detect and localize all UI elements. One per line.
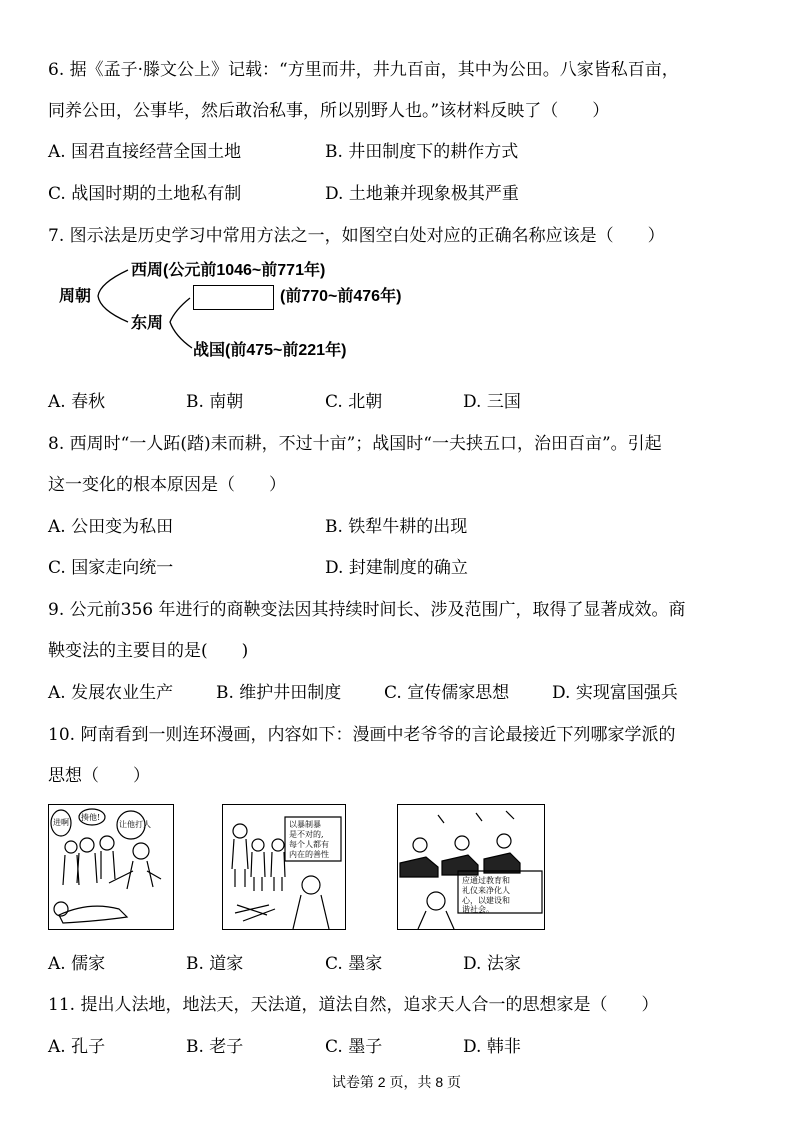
panel3-bubble-line1: 应通过教育和: [462, 876, 510, 885]
diagram-warring-states: 战国(前475~前221年): [193, 342, 347, 359]
q7-option-b[interactable]: B. 南朝: [186, 392, 244, 412]
q9-stem-line2: 鞅变法的主要目的是( ): [48, 641, 249, 661]
zhou-bracket: [98, 270, 128, 322]
q6-stem-line2: 同养公田，公事毕，然后敢治私事，所以别野人也。”该材料反映了（ ）: [48, 101, 610, 121]
panel1-bubble-rang: 让他打人: [119, 820, 151, 829]
diagram-blank-period: (前770~前476年): [280, 288, 402, 305]
q8-option-a[interactable]: A. 公田变为私田: [48, 517, 174, 537]
comic-panel-3: [397, 804, 545, 930]
panel2-drawing: [223, 805, 346, 930]
q7-option-c[interactable]: C. 北朝: [325, 392, 383, 412]
panel2-bubble-line2: 是不对的,: [289, 830, 324, 839]
q10-stem-line2: 思想（ ）: [48, 766, 150, 786]
q11-option-c[interactable]: C. 墨子: [325, 1037, 383, 1057]
q10-option-b[interactable]: B. 道家: [186, 954, 244, 974]
q7-option-d[interactable]: D. 三国: [463, 392, 521, 412]
panel3-bubble-line4: 谐社会。: [462, 905, 494, 914]
diagram-brackets: [0, 0, 793, 380]
panel1-bubble-jin: 进啊: [53, 818, 69, 827]
q9-option-a[interactable]: A. 发展农业生产: [48, 683, 174, 703]
diagram-blank-box[interactable]: [193, 285, 274, 310]
comic-panel-2: [222, 804, 346, 930]
q9-stem-line1: 9. 公元前356 年进行的商鞅变法因其持续时间长、涉及范围广，取得了显著成效。商: [48, 600, 686, 620]
q10-option-c[interactable]: C. 墨家: [325, 954, 383, 974]
dongzhou-bracket: [170, 298, 192, 348]
q11-option-d[interactable]: D. 韩非: [463, 1037, 521, 1057]
panel2-bubble-line3: 每个人都有: [289, 840, 329, 849]
q6-option-d[interactable]: D. 土地兼并现象极其严重: [325, 184, 519, 204]
q8-option-d[interactable]: D. 封建制度的确立: [325, 558, 468, 578]
q6-stem-line1: 6. 据《孟子·滕文公上》记载：“方里而井，井九百亩，其中为公田。八家皆私百亩，: [48, 60, 679, 80]
q10-option-d[interactable]: D. 法家: [463, 954, 521, 974]
q8-option-b[interactable]: B. 铁犁牛耕的出现: [325, 517, 468, 537]
q8-stem-line2: 这一变化的根本原因是（ ）: [48, 475, 286, 495]
q6-option-b[interactable]: B. 井田制度下的耕作方式: [325, 142, 519, 162]
diagram-east-zhou: 东周: [131, 315, 164, 332]
q10-option-a[interactable]: A. 儒家: [48, 954, 106, 974]
panel2-bubble-line1: 以暴制暴: [289, 820, 321, 829]
q11-stem-line1: 11. 提出人法地，地法天，天法道，道法自然，追求天人合一的思想家是（ ）: [48, 995, 659, 1015]
q9-option-d[interactable]: D. 实现富国强兵: [552, 683, 678, 703]
comic-panel-1: [48, 804, 174, 930]
q6-option-a[interactable]: A. 国君直接经营全国土地: [48, 142, 242, 162]
q6-option-c[interactable]: C. 战国时期的土地私有制: [48, 184, 242, 204]
q11-option-b[interactable]: B. 老子: [186, 1037, 244, 1057]
q7-option-a[interactable]: A. 春秋: [48, 392, 106, 412]
q9-option-b[interactable]: B. 维护井田制度: [216, 683, 342, 703]
panel1-drawing: [49, 805, 174, 930]
q8-option-c[interactable]: C. 国家走向统一: [48, 558, 174, 578]
q11-option-a[interactable]: A. 孔子: [48, 1037, 106, 1057]
q10-stem-line1: 10. 阿南看到一则连环漫画，内容如下：漫画中老爷爷的言论最接近下列哪家学派的: [48, 725, 676, 745]
q8-stem-line1: 8. 西周时“一人跖(踏)耒而耕，不过十亩”；战国时“一夫挟五口，治田百亩”。引起: [48, 434, 662, 454]
q9-option-c[interactable]: C. 宣传儒家思想: [384, 683, 510, 703]
q7-stem-line1: 7. 图示法是历史学习中常用方法之一，如图空白处对应的正确名称应该是（ ）: [48, 226, 665, 246]
panel3-drawing: [398, 805, 545, 930]
panel3-bubble-line3: 心，以建设和: [462, 896, 510, 905]
diagram-west-zhou: 西周(公元前1046~前771年): [131, 262, 326, 279]
panel1-bubble-zou: 揍他!: [81, 813, 101, 822]
panel3-bubble-line2: 礼仪来净化人: [462, 886, 510, 895]
diagram-root-zhou: 周朝: [59, 288, 92, 305]
panel2-bubble-line4: 内在的善性: [289, 850, 329, 859]
page-footer: 试卷第 2 页，共 8 页: [331, 1074, 462, 1090]
